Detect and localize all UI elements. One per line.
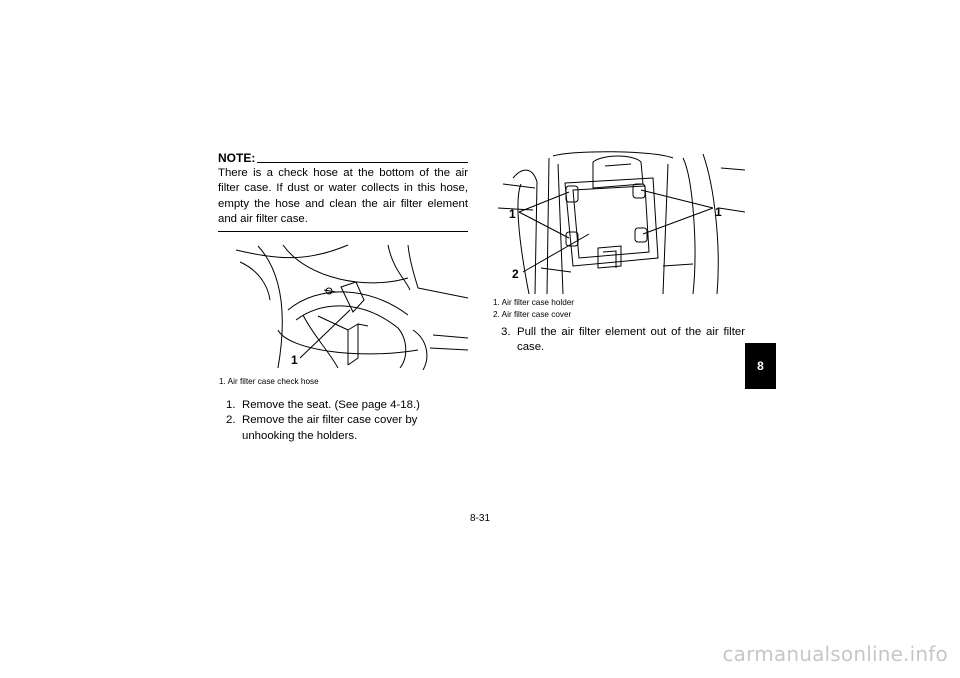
figure2-captions xyxy=(493,297,574,321)
step-item xyxy=(218,398,468,413)
step-number: 2. xyxy=(226,414,236,427)
figure2-callout-cover: 2 xyxy=(512,267,519,281)
caption-item xyxy=(219,376,319,388)
step-text: Remove the seat. (See page 4-18.) xyxy=(242,399,420,411)
figure-check-hose xyxy=(218,240,468,370)
note-bottom-rule xyxy=(218,231,468,232)
watermark: carmanualsonline.info xyxy=(722,642,948,666)
note-text: There is a check hose at the bottom of the air filter case. If dust or water collects in this hose, empty the hose and clean the air filter element and air filter case. xyxy=(218,167,468,225)
check-hose-illustration xyxy=(218,240,468,370)
note-header xyxy=(218,150,468,164)
caption-text: Air filter case cover xyxy=(501,310,572,319)
caption-number: 1. xyxy=(219,377,226,386)
note-block xyxy=(218,150,468,232)
figure2-callout-right: 1 xyxy=(715,205,722,219)
step-item xyxy=(493,325,745,356)
caption-text: Air filter case holder xyxy=(501,298,575,307)
steps-left xyxy=(218,398,468,444)
step-text: Remove the air filter case cover by unhooking the holders. xyxy=(242,414,418,442)
note-rule xyxy=(257,162,468,163)
caption-item xyxy=(493,297,574,309)
case-holders-illustration xyxy=(493,148,745,294)
figure-case-holders xyxy=(493,148,745,294)
caption-number: 1. xyxy=(493,298,500,307)
caption-item xyxy=(493,309,574,321)
step-text: Pull the air filter element out of the air filter case. xyxy=(517,326,745,354)
step-item xyxy=(218,413,468,444)
steps-right xyxy=(493,325,745,356)
caption-number: 2. xyxy=(493,310,500,319)
caption-text: Air filter case check hose xyxy=(227,377,319,386)
figure1-captions xyxy=(219,376,319,388)
figure1-callout: 1 xyxy=(291,353,298,367)
page-number: 8-31 xyxy=(469,513,490,524)
figure2-callout-left: 1 xyxy=(509,207,516,221)
section-tab: 8 xyxy=(745,343,776,389)
step-number: 1. xyxy=(226,399,236,411)
step-number: 3. xyxy=(501,326,511,338)
note-label: NOTE: xyxy=(218,151,256,165)
